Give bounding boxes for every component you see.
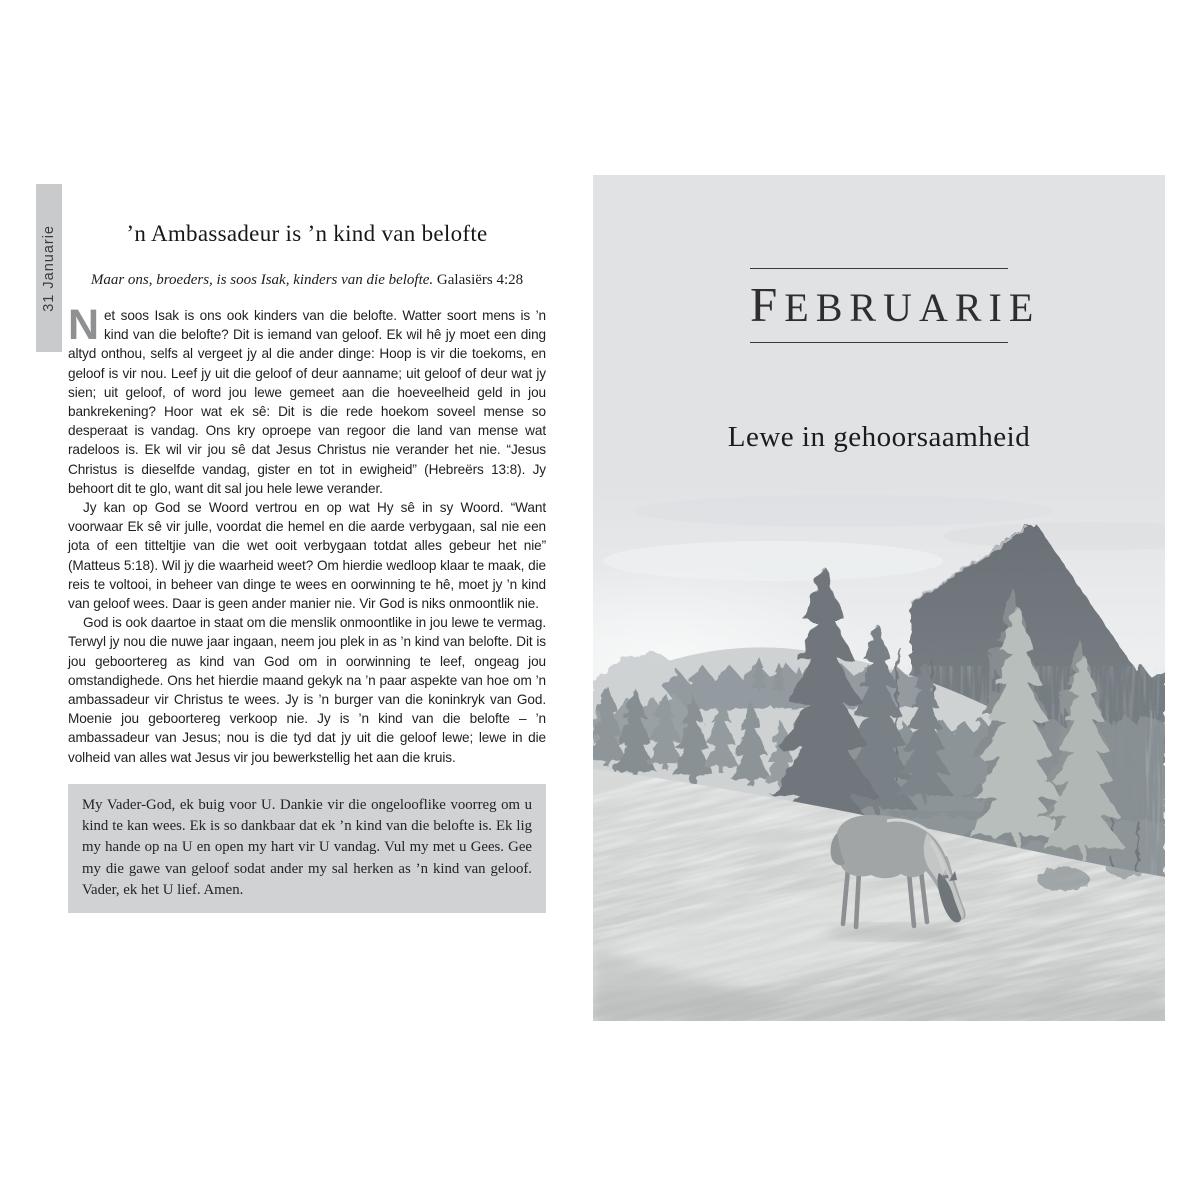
prayer-text: My Vader-God, ek buig voor U. Dankie vir die ongelooflike voorreg om u kind te kan wees. Ek is so dankbaar dat ek ’n kind van die belofte is. Ek lig my hande op na U en open my hart vir U vandag. Vul my met u Gees. Gee my die gawe van geloof sodat ander my sal herken as ’n kind van geloof. Vader, ek het U lief. Amen. [82, 796, 532, 899]
right-page-month-divider [593, 175, 1165, 1021]
month-heading [750, 268, 1041, 343]
paragraph-2: Jy kan op God se Woord vertrou en op wat Hy sê in sy Woord. “Want voorwaar Ek sê vir julle, voordat die hemel en die aarde verbygaan, sal nie een jota of een titteltjie van die wet ooit verbygaan totdat alles gebeur het nie” (Matteus 5:18). Wil jy die waarheid weet? Om hierdie wedloop klaar te maak, die reis te voltooi, in beheer van dinge te wees en oorwinning te hê, moet jy ’n kind van geloof wees. Daar is geen ander manier nie. Vir God is niks onmoontlik nie. [68, 500, 546, 612]
scripture-verse [68, 272, 546, 289]
horse-grazing-mountain-meadow-photo [593, 481, 1165, 1021]
month-name [750, 277, 1041, 332]
date-tab [36, 184, 62, 352]
paragraph-1-text: et soos Isak is ons ook kinders van die belofte. Watter soort mens is ’n kind van die belofte? Dit is iemand van geloof. Ek wil hê jy moet een ding altyd onthou, selfs al vergeet jy al die ander dinge: Hoop is vir die toekoms, en geloof is vir nou. Leef jy uit die geloof of deur aanname; uit geloof of deur wat jy sien; uit geloof, of word jou lewe gemeet aan die hoeveelheid geld in jou bankrekening? Hoor wat ek sê: Dit is die rede hoekom soveel mense so desperaat is vandag. Ons kry oproepe van regoor die land van mense wat radeloos is. Ek wil vir jou sê dat Jesus Christus nie verander het nie. “Jesus Christus is dieselfde vandag, gister en tot in ewigheid” (Hebreërs 13:8). Jy behoort dit te glo, want dit sal jou hele lewe verander. [68, 308, 546, 496]
dropcap: N [68, 301, 99, 349]
month-rest: EBRUARIE [784, 285, 1041, 330]
verse-text: Maar ons, broeders, is soos Isak, kinders van die belofte. [90, 272, 434, 288]
paragraph-1 [68, 301, 546, 498]
month-subtitle: Lewe in gehoorsaamheid [727, 421, 1031, 453]
prayer-box [68, 784, 546, 913]
devotion-body [68, 301, 546, 767]
devotion-title: ’n Ambassadeur is ’n kind van belofte [126, 221, 488, 246]
rule-below-month [750, 342, 1008, 343]
date-tab-label: 31 Januarie [41, 224, 57, 312]
left-page [68, 221, 546, 913]
paragraph-3: God is ook daartoe in staat om die menslik onmoontlike in jou lewe te vermag. Terwyl jy nou die nuwe jaar ingaan, neem jou plek in as ’n kind van belofte. Dit is jou geboortereg as kind van God om in oorwinning te leef, ongeag jou omstandighede. Ons het hierdie maand gekyk na ’n paar aspekte van hoe om ’n ambassadeur vir Christus te wees. Jy is ’n burger van die koninkryk van God. Moenie jou geboortereg verkoop nie. Jy is ’n kind van die belofte – ’n ambassadeur van Jesus; nou is die tyd dat jy uit die geloof lewe; lewe in die volheid van alles wat Jesus vir jou bewerkstellig het aan die kruis. [68, 615, 546, 765]
verse-reference: Galasiërs 4:28 [436, 272, 524, 288]
month-initial: F [750, 277, 785, 332]
rule-above-month [750, 268, 1008, 269]
